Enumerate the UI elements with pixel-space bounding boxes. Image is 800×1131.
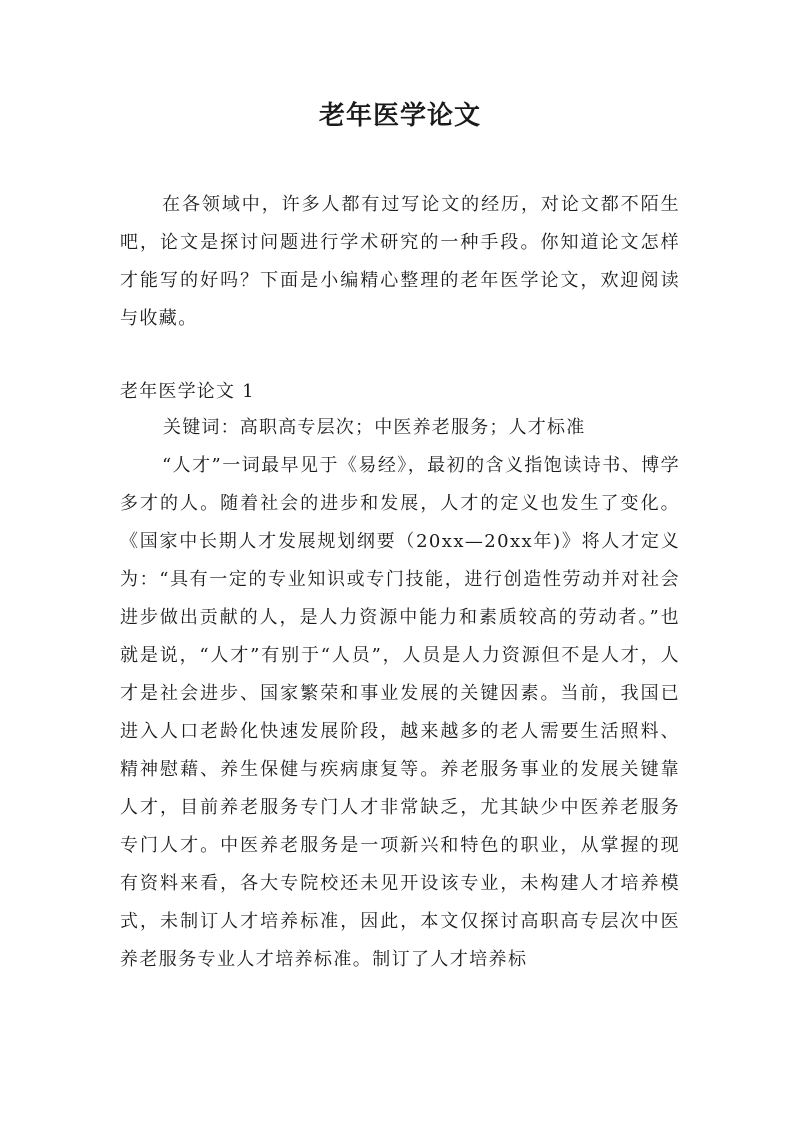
intro-paragraph: 在各领域中，许多人都有过写论文的经历，对论文都不陌生吧，论文是探讨问题进行学术研究的一种手段。你知道论文怎样才能写的好吗？下面是小编精心整理的老年医学论文，欢迎阅读与收藏。 [120,194,680,329]
section-heading: 老年医学论文 1 [120,381,255,402]
keywords-line: 关键词：高职高专层次；中医养老服务；人才标准 [163,417,586,438]
document-title: 老年医学论文 [318,101,481,131]
body-paragraph: “人才”一词最早见于《易经》，最初的含义指饱读诗书、博学多才的人。随着社会的进步和发展，人才的定义也发生了变化。《国家中长期人才发展规划纲要（20xx—20xx年)》将人才定义为：“具有一定的专业知识或专门技能，进行创造性劳动并对社会进步做出贡献的人，是人力资源中能力和素质较高的劳动者。”也就是说，“人才”有别于“人员”，人员是人力资源但不是人才，人才是社会进步、国家繁荣和事业发展的关键因素。当前，我国已进入人口老龄化快速发展阶段，越来越多的老人需要生活照料、精神慰藉、养生保健与疾病康复等。养老服务事业的发展关键靠人才，目前养老服务专门人才非常缺乏，尤其缺少中医养老服务专门人才。中医养老服务是一项新兴和特色的职业，从掌握的现有资料来看，各大专院校还未见开设该专业，未构建人才培养模式，未制订人才培养标准，因此，本文仅探讨高职高专层次中医养老服务专业人才培养标准。制订了人才培养标 [120,455,680,970]
